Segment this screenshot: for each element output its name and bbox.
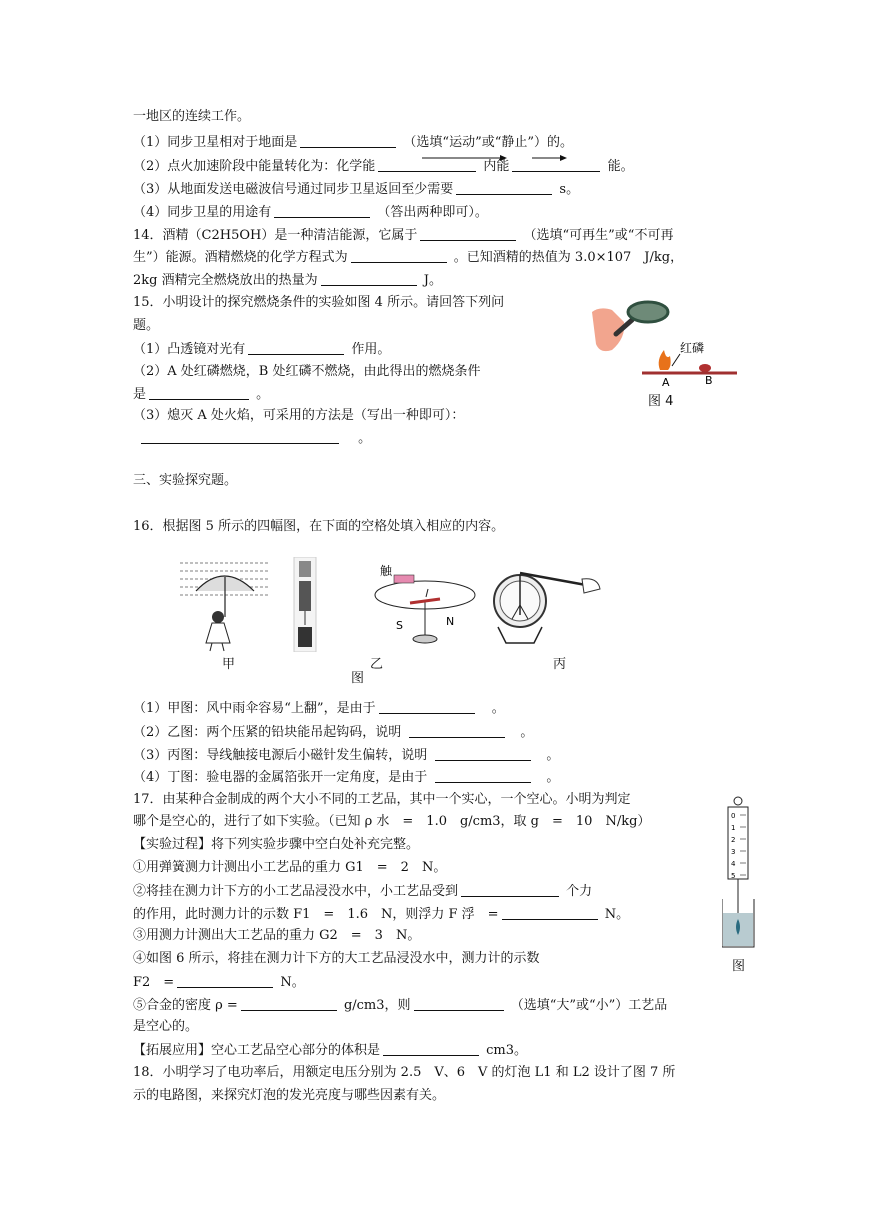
question-13-4: （4）同步卫星的用途有 （答出两种即可）。: [133, 205, 488, 220]
figure-4-caption: 图 4: [648, 394, 674, 409]
answer-blank[interactable]: [321, 271, 417, 286]
question-17-step4: ④如图 6 所示，将挂在测力计下方的大工艺品浸没水中，测力计的示数: [133, 951, 540, 966]
answer-blank[interactable]: [379, 699, 475, 714]
figure-4: [590, 300, 740, 410]
question-15-line2: 题。: [133, 318, 160, 333]
question-14: 14．酒精（C2H5OH）是一种清洁能源，它属于 （选填“可再生”或“不可再: [133, 228, 674, 243]
battery-icon: [394, 575, 414, 583]
figure-6-caption: 图: [732, 959, 746, 974]
question-17-line2: 哪个是空心的，进行了如下实验。（已知 ρ 水 = 1.0 g/cm3，取 g = 10 N/kg）: [133, 814, 651, 829]
compass-wire-figure: [370, 561, 480, 651]
scale-mark-label: 5: [731, 872, 736, 880]
question-15-2: （2）A 处红磷燃烧，B 处红磷不燃烧，由此得出的燃烧条件: [133, 364, 481, 379]
answer-blank[interactable]: [420, 226, 516, 241]
question-16-4: （4）丁图：验电器的金属箔张开一定角度，是由于 。: [133, 770, 560, 785]
question-17-step1: ①用弹簧测力计测出小工艺品的重力 G1 = 2 N。: [133, 860, 447, 875]
answer-blank[interactable]: [435, 768, 531, 783]
scale-mark-label: 0: [731, 812, 736, 820]
question-14-line2: 生”）能源。酒精燃烧的化学方程式为 。已知酒精的热值为 3.0×107 J/kg，: [133, 250, 684, 265]
answer-blank[interactable]: [435, 746, 531, 761]
question-15-3: （3）熄灭 A 处火焰，可采用的方法是（写出一种即可）：: [133, 408, 465, 423]
lead-blocks-figure: [290, 557, 320, 652]
question-17-step5-line2: 是空心的。: [133, 1019, 199, 1034]
question-17: 17．由某种合金制成的两个大小不同的工艺品，其中一个实心，一个空心。小明为判定: [133, 792, 631, 807]
electroscope-figure: [488, 555, 603, 650]
question-18: 18．小明学习了电功率后，用额定电压分别为 2.5 V、6 V 的灯泡 L1 和 L2 设计了图 7 所: [133, 1065, 676, 1080]
label-touch: 触: [380, 564, 393, 578]
question-17-step4-line2: F2 = N。: [133, 975, 305, 990]
person-icon: [206, 611, 230, 651]
answer-blank[interactable]: [248, 340, 344, 355]
caption-tu: 图: [351, 671, 365, 686]
question-13-2: （2）点火加速阶段中能量转化为：化学能 内能 能。: [133, 159, 634, 174]
answer-blank[interactable]: [461, 882, 559, 897]
answer-blank[interactable]: [149, 385, 249, 400]
question-15: 15．小明设计的探究燃烧条件的实验如图 4 所示。请回答下列问: [133, 295, 505, 310]
question-16-1: （1）甲图：风中雨伞容易“上翻”，是由于 。: [133, 701, 505, 716]
question-13-1: （1）同步卫星相对于地面是 （选填“运动”或“静止”）的。: [133, 135, 574, 150]
question-14-line3: 2kg 酒精完全燃烧放出的热量为 J。: [133, 273, 442, 288]
answer-blank[interactable]: [177, 973, 273, 988]
question-16-2: （2）乙图：两个压紧的铅块能吊起钩码，说明 。: [133, 725, 534, 740]
question-17-step2: ②将挂在测力计下方的小工艺品浸没水中，小工艺品受到 个力: [133, 884, 593, 899]
answer-blank[interactable]: [414, 996, 504, 1011]
answer-blank[interactable]: [383, 1041, 479, 1056]
scale-mark-label: 3: [731, 848, 736, 856]
answer-blank[interactable]: [456, 180, 552, 195]
magnifier-icon: [616, 302, 668, 334]
question-17-step2-line2: 的作用，此时测力计的示数 F1 = 1.6 N，则浮力 F 浮 = N。: [133, 907, 630, 922]
phosphorus-b-icon: [699, 364, 711, 372]
question-15-3-line2: 。: [138, 429, 371, 448]
caption-yi: 乙: [370, 657, 384, 672]
pointer-line: [672, 354, 680, 366]
question-16-3: （3）丙图：导线触接电源后小磁针发生偏转，说明 。: [133, 748, 560, 763]
question-13-3: （3）从地面发送电磁波信号通过同步卫星返回至少需要 s。: [133, 182, 580, 197]
label-a: A: [662, 376, 670, 389]
answer-blank[interactable]: [502, 905, 598, 920]
answer-blank[interactable]: [274, 203, 370, 218]
scale-mark-label: 1: [731, 824, 736, 832]
figure-4-drawing: [590, 300, 740, 390]
answer-blank[interactable]: [409, 723, 505, 738]
question-15-2-line2: 是 。: [133, 387, 270, 402]
question-18-line2: 示的电路图，来探究灯泡的发光亮度与哪些因素有关。: [133, 1088, 446, 1103]
label-s: S: [396, 619, 403, 632]
text-line: 一地区的连续工作。: [133, 109, 251, 124]
figure-6: [722, 795, 762, 975]
question-17-line3: 【实验过程】将下列实验步骤中空白处补充完整。: [133, 837, 420, 852]
question-16: 16．根据图 5 所示的四幅图，在下面的空格处填入相应的内容。: [133, 519, 505, 534]
question-17-step5: ⑤合金的密度 ρ = g/cm3，则 （选填“大”或“小”）工艺品: [133, 998, 668, 1013]
answer-blank[interactable]: [300, 133, 396, 148]
question-17-extension: 【拓展应用】空心工艺品空心部分的体积是 cm3。: [133, 1043, 528, 1058]
caption-bing: 丙: [553, 657, 567, 672]
answer-blank[interactable]: [141, 429, 339, 444]
spring-scale-figure: [722, 795, 762, 955]
answer-blank[interactable]: [351, 248, 447, 263]
energy-arrows: [420, 150, 570, 166]
label-b: B: [705, 374, 713, 387]
label-red-phosphorus: 红磷: [680, 341, 705, 355]
hand-icon: [582, 579, 600, 593]
flame-icon: [659, 350, 671, 370]
caption-jia: 甲: [222, 657, 236, 672]
figure-5: [170, 555, 610, 685]
scale-mark-label: 2: [731, 836, 736, 844]
compass-needle: [410, 599, 440, 603]
question-17-step3: ③用测力计测出大工艺品的重力 G2 = 3 N。: [133, 928, 421, 943]
umbrella-figure: [180, 557, 275, 652]
scale-mark-label: 4: [731, 860, 736, 868]
section-3-title: 三、实验探究题。: [133, 473, 238, 488]
answer-blank[interactable]: [241, 996, 337, 1011]
label-n: N: [446, 615, 455, 628]
question-15-1: （1）凸透镜对光有 作用。: [133, 342, 391, 357]
